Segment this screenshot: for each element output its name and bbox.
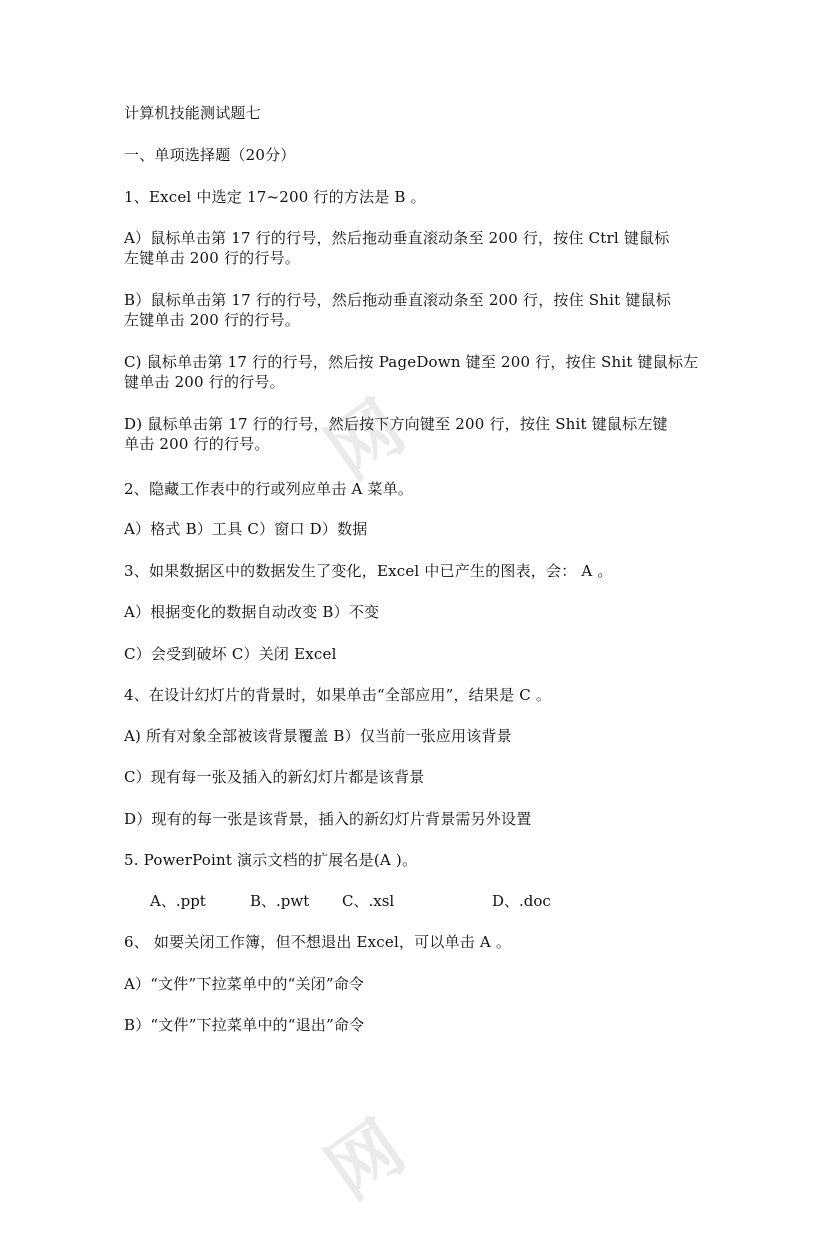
q5-option-c: C、.xsl — [342, 892, 395, 910]
q1-option-c-line2: 键单击 200 行的行号。 — [124, 373, 285, 391]
q4-options-ab: A) 所有对象全部被该背景覆盖 B）仅当前一张应用该背景 — [124, 727, 512, 745]
q3-options-cd: C）会受到破坏 C）关闭 Excel — [124, 645, 337, 663]
q1-option-b-line2: 左键单击 200 行的行号。 — [124, 311, 300, 329]
q5-option-a: A、.ppt — [150, 892, 206, 910]
q1-option-a-line1: A）鼠标单击第 17 行的行号，然后拖动垂直滚动条至 200 行，按住 Ctrl 键鼠标 — [124, 229, 670, 247]
q4-option-c: C）现有每一张及插入的新幻灯片都是该背景 — [124, 768, 425, 786]
q6-option-b: B）“文件”下拉菜单中的“退出”命令 — [124, 1016, 365, 1034]
watermark-logo-bottom: 网 — [311, 1104, 419, 1215]
q2-question: 2、隐藏工作表中的行或列应单击 A 菜单。 — [124, 480, 414, 498]
q1-option-c-line1: C) 鼠标单击第 17 行的行号，然后按 PageDown 键至 200 行，按住 Shit 键鼠标左 — [124, 353, 699, 371]
watermark-logo: 网 — [311, 384, 419, 495]
q3-options-ab: A）根据变化的数据自动改变 B）不变 — [124, 603, 380, 621]
q1-option-d-line1: D) 鼠标单击第 17 行的行号，然后按下方向键至 200 行，按住 Shit 键鼠标左键 — [124, 415, 668, 433]
section-heading: 一、单项选择题（20分） — [124, 146, 296, 164]
q6-question: 6、 如要关闭工作簿，但不想退出 Excel，可以单击 A 。 — [124, 933, 512, 951]
q5-question: 5. PowerPoint 演示文档的扩展名是(A )。 — [124, 851, 418, 869]
q1-option-a-line2: 左键单击 200 行的行号。 — [124, 249, 300, 267]
q6-option-a: A）“文件”下拉菜单中的“关闭”命令 — [124, 975, 365, 993]
q4-option-d: D）现有的每一张是该背景，插入的新幻灯片背景需另外设置 — [124, 810, 532, 828]
doc-title: 计算机技能测试题七 — [124, 104, 261, 122]
q1-question: 1、Excel 中选定 17~200 行的方法是 B 。 — [124, 188, 426, 206]
q3-question: 3、如果数据区中的数据发生了变化，Excel 中已产生的图表，会： A 。 — [124, 562, 613, 580]
q4-question: 4、在设计幻灯片的背景时，如果单击“全部应用”，结果是 C 。 — [124, 686, 552, 704]
q1-option-d-line2: 单击 200 行的行号。 — [124, 435, 270, 453]
q5-option-d: D、.doc — [492, 892, 551, 910]
q5-option-b: B、.pwt — [250, 892, 310, 910]
q2-options: A）格式 B）工具 C）窗口 D）数据 — [124, 520, 368, 538]
q1-option-b-line1: B）鼠标单击第 17 行的行号，然后拖动垂直滚动条至 200 行，按住 Shit 键鼠标 — [124, 291, 671, 309]
